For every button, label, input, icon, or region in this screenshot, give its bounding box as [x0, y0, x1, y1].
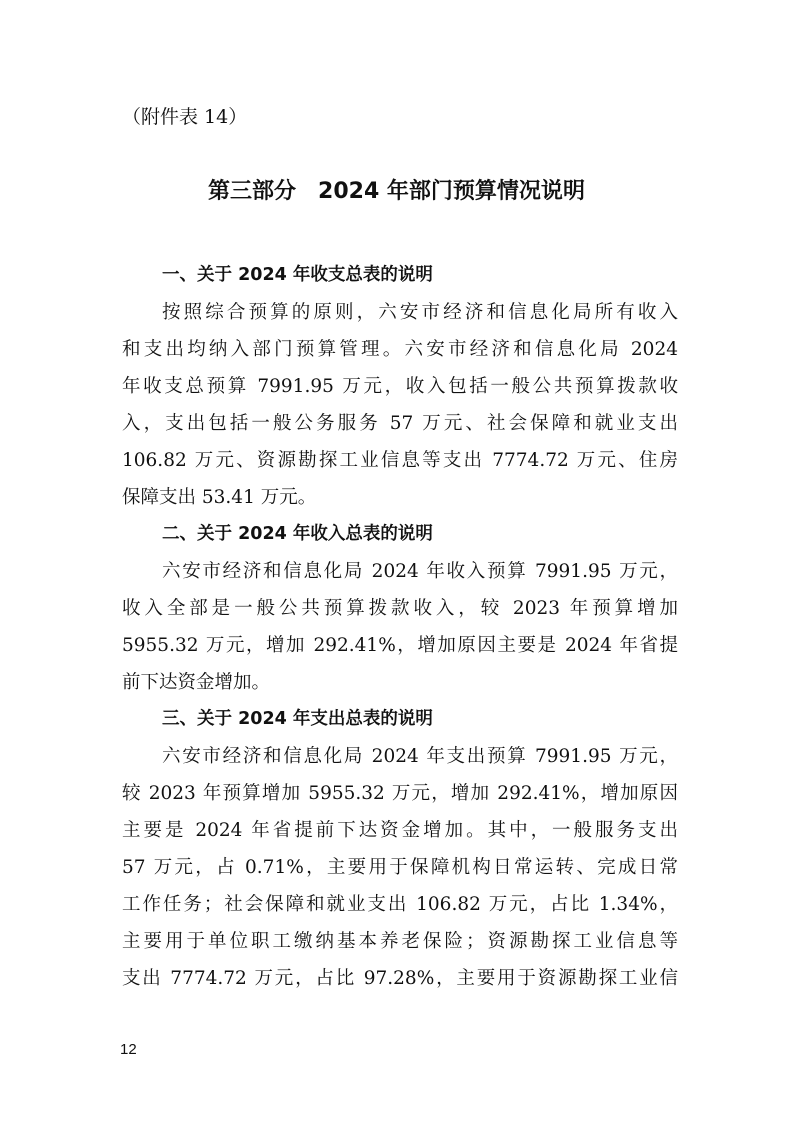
- section-paragraph-2: [122, 553, 678, 701]
- section-paragraph-1: [122, 294, 678, 516]
- page-title: 第三部分 2024 年部门预算情况说明: [208, 179, 585, 204]
- section-heading-1: 一、关于 2024 年收支总表的说明: [162, 265, 433, 285]
- paragraph-line: 支出 7774.72 万元，占比 97.28%，主要用于资源勘探工业信: [122, 968, 678, 989]
- paragraph-line: 六安市经济和信息化局 2024 年支出预算 7991.95 万元，: [162, 746, 678, 767]
- paragraph-line: 较 2023 年预算增加 5955.32 万元，增加 292.41%，增加原因: [122, 783, 678, 804]
- paragraph-line: 年收支总预算 7991.95 万元，收入包括一般公共预算拨款收: [122, 376, 678, 397]
- paragraph-line: 主要用于单位职工缴纳基本养老保险；资源勘探工业信息等: [122, 931, 678, 952]
- paragraph-line: 保障支出 53.41 万元。: [122, 487, 317, 508]
- paragraph-line: 六安市经济和信息化局 2024 年收入预算 7991.95 万元，: [162, 561, 678, 582]
- page-number: 12: [120, 1041, 137, 1058]
- paragraph-line: 106.82 万元、资源勘探工业信息等支出 7774.72 万元、住房: [122, 450, 678, 471]
- paragraph-line: 入，支出包括一般公务服务 57 万元、社会保障和就业支出: [122, 413, 678, 434]
- paragraph-line: 按照综合预算的原则，六安市经济和信息化局所有收入: [162, 302, 678, 323]
- paragraph-line: 和支出均纳入部门预算管理。六安市经济和信息化局 2024: [122, 339, 678, 360]
- section-paragraph-3: [122, 738, 678, 997]
- paragraph-line: 5955.32 万元，增加 292.41%，增加原因主要是 2024 年省提: [122, 635, 678, 656]
- paragraph-line: 工作任务；社会保障和就业支出 106.82 万元，占比 1.34%，: [122, 894, 678, 915]
- paragraph-line: 主要是 2024 年省提前下达资金增加。其中，一般服务支出: [122, 820, 678, 841]
- paragraph-line: 57 万元，占 0.71%，主要用于保障机构日常运转、完成日常: [122, 857, 678, 878]
- annex-label: （附件表 14）: [122, 106, 248, 128]
- paragraph-line: 前下达资金增加。: [122, 672, 271, 693]
- section-heading-2: 二、关于 2024 年收入总表的说明: [162, 524, 433, 544]
- paragraph-line: 收入全部是一般公共预算拨款收入，较 2023 年预算增加: [122, 598, 678, 619]
- section-heading-3: 三、关于 2024 年支出总表的说明: [162, 709, 433, 729]
- document-body: [122, 257, 678, 997]
